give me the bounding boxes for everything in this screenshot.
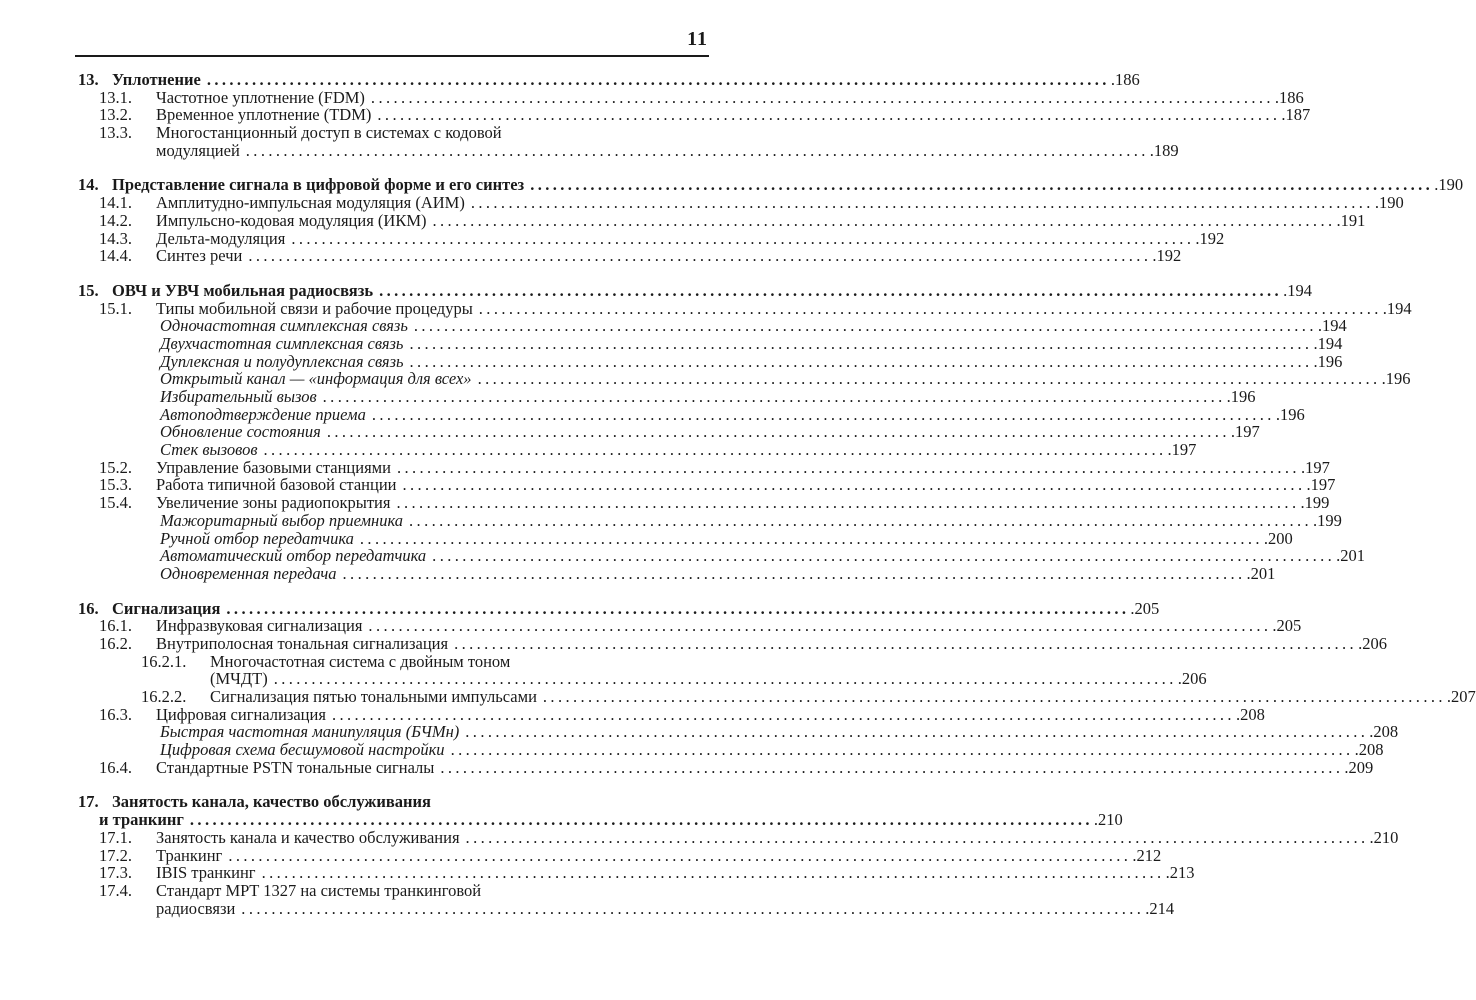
toc-entry-itl[interactable]	[78, 316, 1347, 336]
toc-entry-sec[interactable]	[78, 457, 1330, 477]
toc-entry-title: Одночастотная симплексная связь	[160, 316, 408, 336]
toc-entry-body	[112, 70, 1140, 89]
toc-entry-sec[interactable]	[78, 87, 1304, 107]
toc-entry-body	[156, 757, 1374, 777]
toc-entry-body	[210, 653, 709, 671]
toc-entry-title: Занятость канала, качество обслуживания	[112, 792, 431, 812]
toc-entry-page: .207	[1446, 687, 1476, 706]
toc-entry-sec[interactable]	[78, 193, 1404, 213]
toc-entry-number: 17.3.	[99, 863, 132, 883]
toc-entry-page: .199	[1313, 510, 1342, 530]
toc-entry-title: Цифровая схема бесшумовой настройки	[160, 740, 445, 760]
toc-entry-page: .190	[1374, 193, 1404, 213]
toc-entry-itl[interactable]	[78, 369, 1411, 389]
toc-entry-body	[160, 351, 1343, 371]
toc-entry-number: 15.4.	[99, 493, 132, 513]
toc-entry-page: .208	[1354, 740, 1384, 760]
toc-entry-page: .208	[1235, 704, 1265, 724]
toc-entry-itl[interactable]	[78, 528, 1293, 548]
toc-entry-number: 16.2.	[99, 633, 132, 653]
toc-entry-title: Уплотнение	[112, 70, 201, 89]
toc-entry-page: .197	[1300, 457, 1330, 477]
toc-entry-body	[160, 546, 1366, 566]
toc-entry-number: 13.2.	[99, 105, 132, 125]
toc-entry-body	[160, 333, 1343, 353]
toc-entry-page: .187	[1281, 105, 1311, 125]
table-of-contents	[78, 70, 1476, 918]
toc-gap	[78, 159, 709, 176]
toc-leader-dots: ........................................................................................................................	[245, 140, 1149, 160]
toc-entry-page: .210	[1369, 827, 1399, 847]
toc-entry-cont[interactable]	[78, 898, 1175, 918]
toc-entry-number: 16.2.1.	[141, 651, 187, 671]
toc-leader-dots: ........................................................................................................................	[322, 387, 1226, 406]
toc-entry-body	[156, 863, 1195, 883]
toc-entry-page: .194	[1382, 298, 1412, 318]
toc-entry-sec[interactable]	[78, 493, 1330, 513]
toc-entry-page: .190	[1434, 175, 1464, 195]
toc-entry-page: .197	[1167, 440, 1197, 460]
toc-leader-dots: ........................................................................................................................	[465, 722, 1369, 742]
toc-gap	[78, 265, 709, 282]
toc-entry-body	[156, 193, 1404, 213]
toc-entry-sec[interactable]	[78, 616, 1302, 636]
toc-entry-itl[interactable]	[78, 563, 1276, 583]
toc-leader-dots: ........................................................................................................................	[450, 740, 1354, 760]
toc-leader-dots: ........................................................................................................................	[470, 193, 1374, 213]
toc-entry-title: Мажоритарный выбор приемника	[160, 510, 404, 530]
toc-entry-title: Стек вызовов	[160, 440, 258, 460]
toc-leader-dots: ........................................................................................................................	[478, 298, 1382, 318]
toc-entry-number: 16.1.	[99, 616, 132, 636]
toc-entry-body	[112, 793, 709, 811]
toc-entry-body	[156, 87, 1304, 107]
toc-entry-body	[160, 740, 1384, 760]
toc-entry-page: .209	[1344, 757, 1374, 777]
toc-entry-page: .213	[1165, 863, 1195, 883]
toc-leader-dots: ........................................................................................................................	[273, 669, 1177, 689]
toc-entry-body	[160, 510, 1342, 530]
toc-entry-title: Синтез речи	[156, 246, 243, 266]
toc-entry-body	[156, 845, 1162, 865]
toc-entry-body	[160, 722, 1399, 742]
toc-leader-dots: ........................................................................................................................	[409, 351, 1313, 371]
toc-entry-title: ОВЧ и УВЧ мобильная радиосвязь	[112, 280, 374, 300]
toc-entry-title: радиосвязи	[156, 898, 236, 918]
toc-entry-body	[156, 246, 1182, 266]
toc-entry-body	[156, 616, 1302, 636]
page-number: 11	[687, 28, 708, 50]
toc-entry-page: .201	[1336, 546, 1366, 566]
toc-entry-itl[interactable]	[78, 740, 1384, 760]
toc-entry-title: IBIS транкинг	[156, 863, 256, 883]
toc-leader-dots: ........................................................................................................................	[370, 87, 1274, 107]
toc-leader-dots: ........................................................................................................................	[261, 863, 1165, 883]
toc-entry-chap[interactable]	[78, 280, 1312, 300]
toc-entry-number: 14.3.	[99, 228, 132, 248]
toc-entry-title: Внутриполосная тональная сигнализация	[156, 633, 449, 653]
toc-entry-title: Сигнализация пятью тональными импульсами	[210, 687, 537, 706]
toc-leader-dots: ........................................................................................................................	[263, 440, 1167, 460]
toc-entry-title: Многостанционный доступ в системах с кодовой	[156, 123, 502, 143]
toc-leader-dots: ........................................................................................................................	[241, 898, 1145, 918]
toc-entry-sec[interactable]	[78, 757, 1374, 777]
toc-entry-title: Ручной отбор передатчика	[160, 528, 354, 548]
toc-entry-title: Сигнализация	[112, 598, 221, 618]
toc-entry-title: Избирательный вызов	[160, 387, 317, 406]
toc-entry-number: 13.3.	[99, 123, 132, 143]
toc-entry-sub[interactable]	[78, 687, 1476, 706]
toc-entry-body	[156, 882, 709, 900]
toc-entry-chap[interactable]	[78, 175, 1464, 195]
toc-entry-title: Типы мобильной связи и рабочие процедуры	[156, 298, 473, 318]
toc-entry-body	[160, 563, 1276, 583]
toc-entry-itl[interactable]	[78, 387, 1256, 406]
toc-entry-number: 14.2.	[99, 210, 132, 230]
toc-entry-itl[interactable]	[78, 404, 1305, 424]
toc-entry-body	[160, 422, 1260, 442]
toc-entry-title: Быстрая частотная манипуляция (БЧМн)	[160, 722, 460, 742]
toc-entry-sec[interactable]	[78, 210, 1366, 230]
toc-leader-dots: ........................................................................................................................	[359, 528, 1263, 548]
toc-entry-number: 16.4.	[99, 757, 132, 777]
toc-entry-number: 16.2.2.	[141, 687, 187, 706]
toc-entry-sec[interactable]	[78, 228, 1225, 248]
toc-entry-number: 13.	[78, 70, 99, 89]
toc-leader-dots: ........................................................................................................................	[432, 546, 1336, 566]
toc-entry-sec[interactable]	[78, 298, 1412, 318]
toc-leader-dots: ........................................................................................................................	[465, 827, 1369, 847]
toc-leader-dots: ........................................................................................................................	[396, 493, 1300, 513]
toc-entry-chapcont[interactable]	[78, 810, 1123, 830]
toc-entry-number: 15.2.	[99, 457, 132, 477]
toc-leader-dots: ........................................................................................................................	[377, 105, 1281, 125]
header-rule	[75, 55, 709, 57]
toc-entry-page: .192	[1195, 228, 1225, 248]
toc-entry-number: 17.2.	[99, 845, 132, 865]
toc-entry-page: .197	[1230, 422, 1260, 442]
toc-entry-body	[112, 280, 1312, 300]
toc-leader-dots: ........................................................................................................................	[413, 316, 1317, 336]
toc-entry-title: Стандартные PSTN тональные сигналы	[156, 757, 435, 777]
toc-leader-dots: ........................................................................................................................	[396, 457, 1300, 477]
toc-leader-dots: ........................................................................................................................	[409, 333, 1313, 353]
toc-entry-page: .194	[1317, 316, 1347, 336]
toc-entry-body	[160, 404, 1305, 424]
toc-leader-dots: ........................................................................................................................	[342, 563, 1246, 583]
toc-entry-title: Автоподтверждение приема	[160, 404, 366, 424]
toc-entry-body	[156, 493, 1330, 513]
toc-entry-sec[interactable]	[78, 882, 709, 900]
toc-entry-page: .196	[1381, 369, 1411, 389]
toc-entry-title: Обновление состояния	[160, 422, 321, 442]
toc-entry-number: 14.	[78, 175, 99, 195]
toc-entry-body	[156, 124, 709, 142]
toc-leader-dots: ........................................................................................................................	[206, 70, 1110, 89]
toc-entry-title: Временное уплотнение (TDM)	[156, 105, 372, 125]
toc-entry-title: Стандарт MPT 1327 на системы транкинговой	[156, 880, 482, 900]
toc-entry-body	[156, 298, 1412, 318]
toc-entry-body	[210, 687, 1476, 706]
toc-entry-page: .208	[1369, 722, 1399, 742]
toc-leader-dots: ........................................................................................................................	[440, 757, 1344, 777]
toc-entry-title: Частотное уплотнение (FDM)	[156, 87, 365, 107]
toc-gap	[78, 776, 709, 793]
toc-entry-body	[156, 898, 1175, 918]
toc-entry-body	[160, 440, 1197, 460]
toc-entry-page: .194	[1283, 280, 1312, 300]
toc-entry-page: .206	[1177, 669, 1207, 689]
toc-leader-dots: ........................................................................................................................	[409, 510, 1313, 530]
toc-leader-dots: ........................................................................................................................	[331, 704, 1235, 724]
toc-entry-title: Управление базовыми станциями	[156, 457, 391, 477]
toc-entry-page: .205	[1130, 598, 1160, 618]
toc-entry-sec[interactable]	[78, 124, 709, 142]
toc-entry-title: и транкинг	[99, 810, 184, 830]
toc-entry-title: Открытый канал — «информация для всех»	[160, 369, 472, 389]
toc-entry-number: 15.	[78, 280, 99, 300]
toc-entry-title: Занятость канала и качество обслуживания	[156, 827, 460, 847]
toc-entry-title: Представление сигнала в цифровой форме и его синтез	[112, 175, 525, 195]
toc-entry-chap[interactable]	[78, 793, 709, 811]
toc-entry-title: Автоматический отбор передатчика	[160, 546, 427, 566]
toc-entry-body	[156, 228, 1225, 248]
toc-entry-page: .206	[1358, 633, 1387, 653]
toc-entry-title: Работа типичной базовой станции	[156, 475, 397, 495]
toc-entry-page: .212	[1132, 845, 1162, 865]
toc-entry-itl[interactable]	[78, 440, 1197, 460]
toc-entry-number: 13.1.	[99, 87, 132, 107]
toc-entry-body	[160, 369, 1411, 389]
toc-entry-number: 15.3.	[99, 475, 132, 495]
toc-entry-itl[interactable]	[78, 333, 1343, 353]
toc-entry-title: Транкинг	[156, 845, 223, 865]
toc-entry-page: .196	[1226, 387, 1256, 406]
toc-entry-title: Многочастотная система с двойным тоном	[210, 651, 511, 671]
toc-entry-body	[112, 175, 1464, 195]
toc-entry-title: Дуплексная и полудуплексная связь	[160, 351, 404, 371]
toc-entry-title: Цифровая сигнализация	[156, 704, 326, 724]
toc-entry-title: Двухчастотная симплексная связь	[160, 333, 404, 353]
toc-leader-dots: ........................................................................................................................	[368, 616, 1272, 636]
toc-leader-dots: ........................................................................................................................	[291, 228, 1195, 248]
toc-entry-body	[156, 633, 1387, 653]
toc-leader-dots: ........................................................................................................................	[530, 175, 1434, 195]
toc-entry-page: .196	[1313, 351, 1343, 371]
toc-entry-number: 14.1.	[99, 193, 132, 213]
toc-entry-sec[interactable]	[78, 633, 1387, 653]
toc-entry-body	[112, 598, 1160, 618]
toc-leader-dots: ........................................................................................................................	[379, 280, 1283, 300]
toc-entry-number: 17.	[78, 792, 99, 812]
toc-entry-page: .197	[1306, 475, 1336, 495]
toc-entry-sub[interactable]	[78, 653, 709, 671]
toc-leader-dots: ........................................................................................................................	[402, 475, 1306, 495]
toc-entry-body	[160, 387, 1256, 406]
toc-entry-number: 17.1.	[99, 827, 132, 847]
toc-entry-title: Импульсно-кодовая модуляция (ИКМ)	[156, 210, 427, 230]
toc-entry-number: 16.	[78, 598, 99, 618]
toc-entry-body	[160, 528, 1293, 548]
toc-leader-dots: ........................................................................................................................	[226, 598, 1130, 618]
toc-entry-page: .186	[1110, 70, 1140, 89]
toc-entry-page: .199	[1300, 493, 1330, 513]
toc-leader-dots: ........................................................................................................................	[371, 404, 1275, 424]
toc-entry-itl[interactable]	[78, 510, 1342, 530]
toc-entry-page: .196	[1275, 404, 1305, 424]
toc-entry-title: Дельта-модуляция	[156, 228, 286, 248]
toc-entry-itl[interactable]	[78, 422, 1260, 442]
toc-leader-dots: ........................................................................................................................	[432, 210, 1336, 230]
toc-entry-page: .191	[1336, 210, 1366, 230]
toc-entry-sec[interactable]	[78, 246, 1182, 266]
toc-entry-subcont[interactable]	[78, 669, 1207, 689]
toc-entry-sec[interactable]	[78, 863, 1195, 883]
toc-entry-title: (МЧДТ)	[210, 669, 268, 689]
toc-leader-dots: ........................................................................................................................	[228, 845, 1132, 865]
toc-entry-sec[interactable]	[78, 105, 1311, 125]
toc-entry-sec[interactable]	[78, 827, 1399, 847]
toc-entry-itl[interactable]	[78, 722, 1399, 742]
toc-entry-title: Инфразвуковая сигнализация	[156, 616, 363, 636]
toc-entry-body	[156, 457, 1330, 477]
toc-entry-page: .186	[1274, 87, 1304, 107]
toc-entry-number: 15.1.	[99, 298, 132, 318]
toc-entry-sec[interactable]	[78, 845, 1162, 865]
toc-leader-dots: ........................................................................................................................	[248, 246, 1152, 266]
toc-entry-body	[156, 827, 1399, 847]
toc-entry-page: .189	[1149, 140, 1179, 160]
toc-entry-body	[210, 669, 1207, 689]
toc-entry-title: Амплитудно-импульсная модуляция (АИМ)	[156, 193, 465, 213]
toc-entry-title: Одновременная передача	[160, 563, 337, 583]
toc-entry-page: .210	[1093, 810, 1123, 830]
toc-entry-page: .214	[1145, 898, 1175, 918]
toc-entry-body	[99, 810, 1123, 830]
toc-entry-sec[interactable]	[78, 475, 1336, 495]
toc-entry-page: .192	[1152, 246, 1182, 266]
toc-entry-body	[156, 105, 1311, 125]
toc-leader-dots: ........................................................................................................................	[542, 687, 1446, 706]
toc-entry-itl[interactable]	[78, 546, 1366, 566]
toc-leader-dots: ........................................................................................................................	[454, 633, 1358, 653]
toc-leader-dots: ........................................................................................................................	[326, 422, 1230, 442]
toc-entry-chap[interactable]	[78, 70, 1140, 89]
toc-entry-body	[156, 210, 1366, 230]
toc-entry-itl[interactable]	[78, 351, 1343, 371]
toc-entry-sec[interactable]	[78, 704, 1265, 724]
toc-leader-dots: ........................................................................................................................	[477, 369, 1381, 389]
toc-entry-number: 16.3.	[99, 704, 132, 724]
toc-entry-cont[interactable]	[78, 140, 1179, 160]
toc-entry-number: 17.4.	[99, 880, 132, 900]
toc-entry-body	[156, 475, 1336, 495]
toc-entry-number: 14.4.	[99, 246, 132, 266]
toc-entry-body	[156, 140, 1179, 160]
toc-entry-title: Увеличение зоны радиопокрытия	[156, 493, 391, 513]
toc-entry-page: .201	[1246, 563, 1276, 583]
toc-entry-page: .194	[1313, 333, 1343, 353]
toc-entry-body	[156, 704, 1265, 724]
toc-entry-page: .205	[1272, 616, 1302, 636]
toc-entry-body	[160, 316, 1347, 336]
toc-entry-title: модуляцией	[156, 140, 240, 160]
toc-leader-dots: ........................................................................................................................	[189, 810, 1093, 830]
toc-entry-chap[interactable]	[78, 598, 1160, 618]
toc-entry-page: .200	[1263, 528, 1293, 548]
toc-gap	[78, 583, 709, 600]
